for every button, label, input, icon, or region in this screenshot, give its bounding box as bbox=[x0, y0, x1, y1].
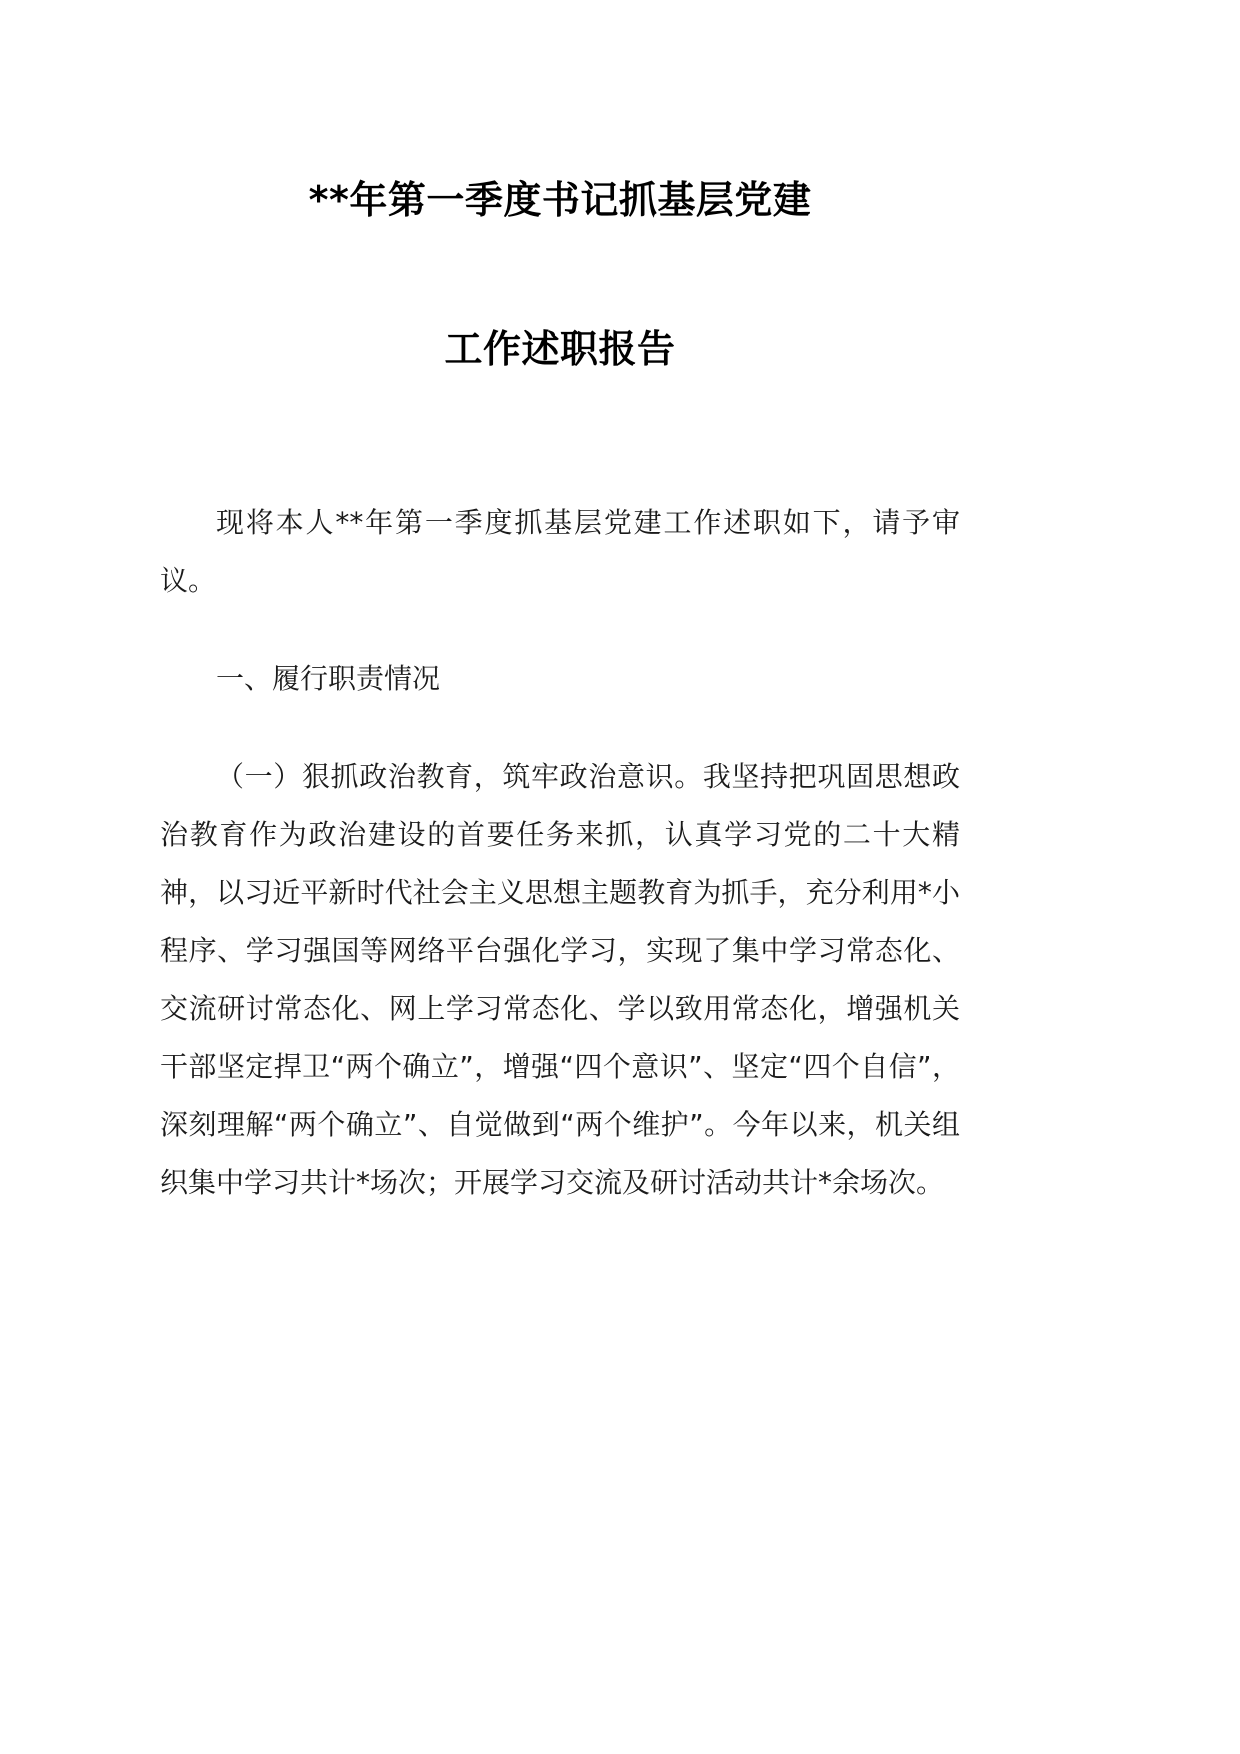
body-paragraph-one: （一）狠抓政治教育，筑牢政治意识。我坚持把巩固思想政治教育作为政治建设的首要任务来抓，认真学习党的二十大精神，以习近平新时代社会主义思想主题教育为抓手，充分利用*小程序、学习强国等网络平台强化学习，实现了集中学习常态化、交流研讨常态化、网上学习常态化、学以致用常态化，增强机关干部坚定捍卫“两个确立”，增强“四个意识”、坚定“四个自信”，深刻理解“两个确立”、自觉做到“两个维护”。今年以来，机关组织集中学习共计*场次；开展学习交流及研讨活动共计*余场次。 bbox=[160, 759, 960, 1199]
document-title-line-1: **年第一季度书记抓基层党建 bbox=[308, 178, 812, 222]
intro-paragraph: 现将本人**年第一季度抓基层党建工作述职如下，请予审议。 bbox=[160, 505, 960, 597]
document-title-line-2: 工作述职报告 bbox=[444, 327, 676, 372]
document-content bbox=[160, 0, 960, 1212]
section-heading-one: 一、履行职责情况 bbox=[216, 661, 441, 695]
